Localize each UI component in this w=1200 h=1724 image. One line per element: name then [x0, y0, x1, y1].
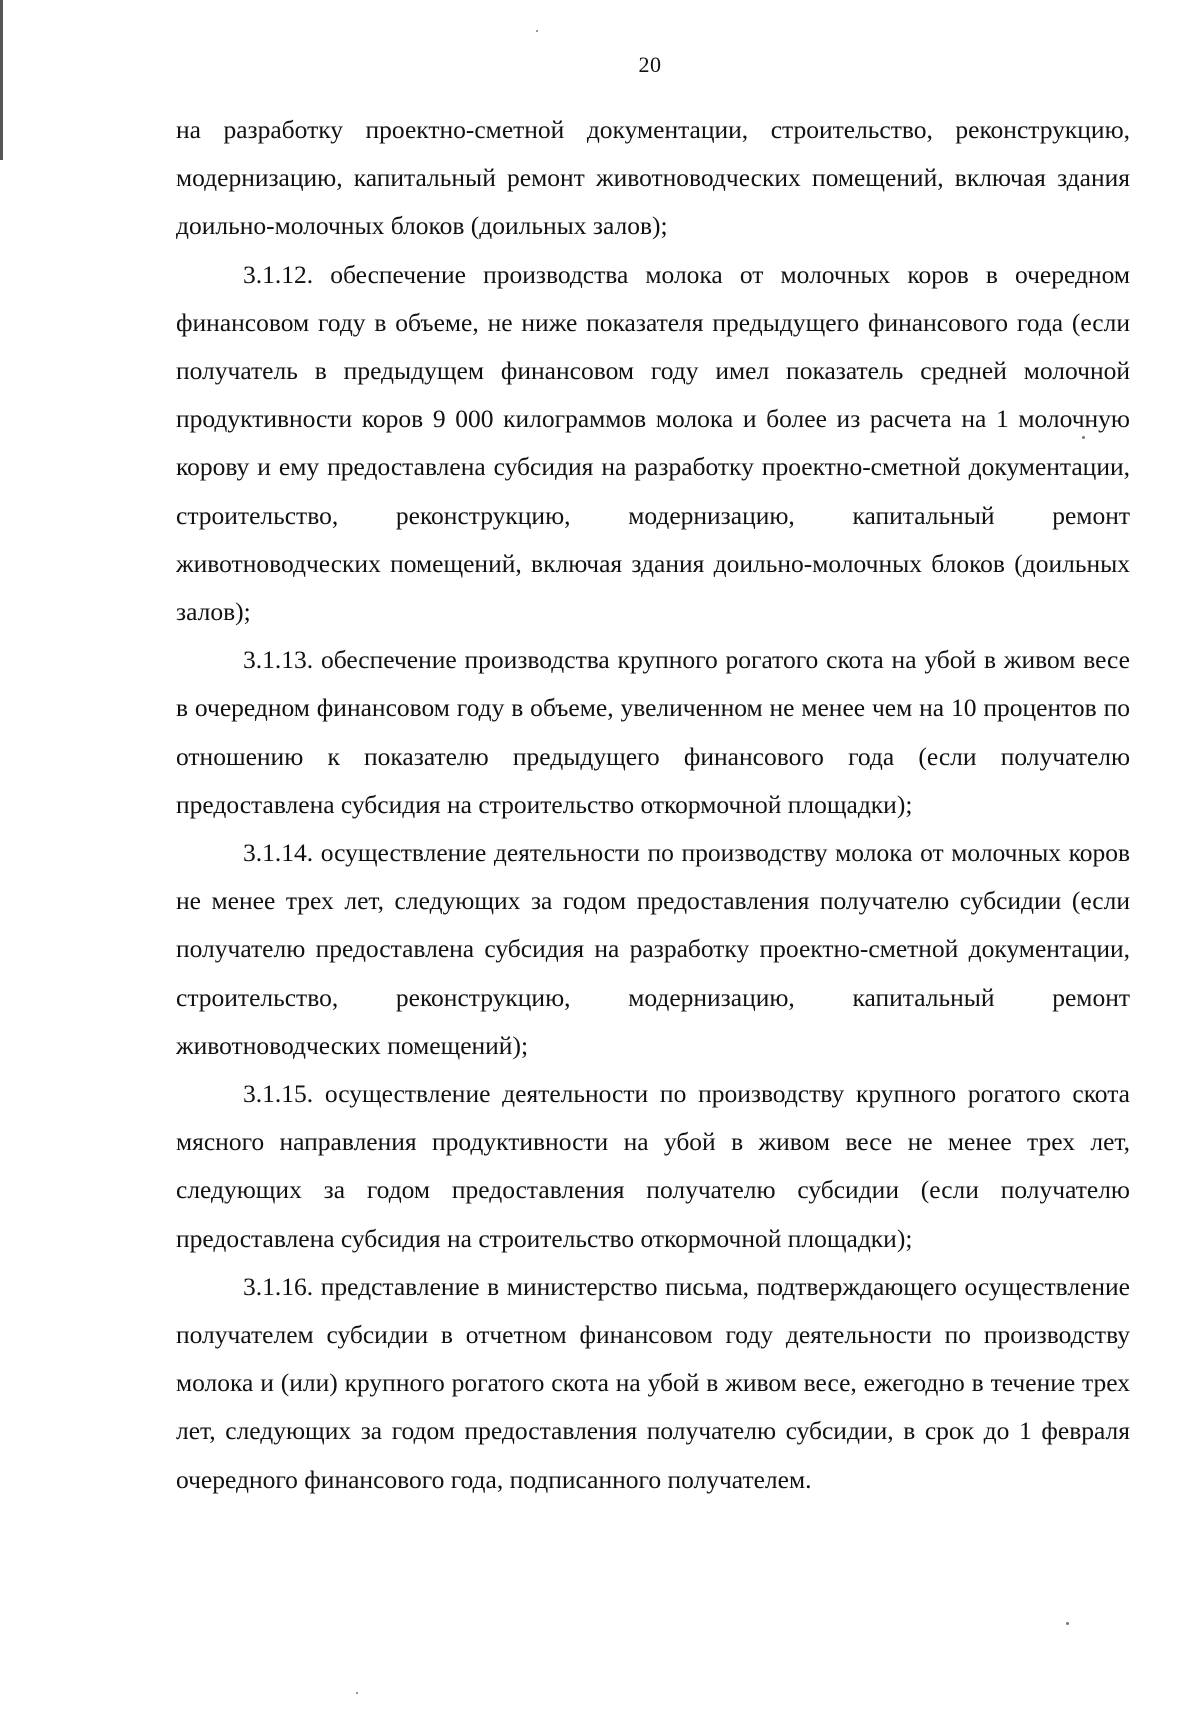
scan-speck	[536, 30, 538, 32]
scan-speck	[1066, 1622, 1069, 1625]
page-number: 20	[638, 52, 662, 77]
paragraph-continuation: на разработку проектно-сметной документации, строительство, реконструкцию, модернизацию, капитальный ремонт животноводческих помещений, включая здания доильно-молочных блоков (доильных залов);	[176, 115, 1130, 241]
scan-left-edge	[0, 0, 3, 160]
paragraph-3-1-16: 3.1.16. представление в министерство письма, подтверждающего осуществление получателем субсидии в отчетном финансовом году деятельности по производству молока и (или) крупного рогатого скота на убой в живом весе, ежегодно в течение трех лет, следующих за годом предоставления получателю субсидии, в срок до 1 февраля очередного финансового года, подписанного получателем.	[176, 1271, 1130, 1494]
paragraph-3-1-15: 3.1.15. осуществление деятельности по производству крупного рогатого скота мясного направления продуктивности на убой в живом весе не менее трех лет, следующих за годом предоставления получателю субсидии (если получателю предоставлена субсидия на строительство откормочной площадки);	[176, 1079, 1130, 1253]
paragraph-3-1-14: 3.1.14. осуществление деятельности по производству молока от молочных коров не менее трех лет, следующих за годом предоставления получателю субсидии (если получателю предоставлена субсидия на разработку проектно-сметной документации, строительство, реконструкцию, модернизацию, капитальный ремонт животноводческих помещений);	[176, 838, 1130, 1060]
scan-speck	[356, 1692, 358, 1694]
document-body	[176, 106, 1130, 1504]
paragraph-3-1-12: 3.1.12. обеспечение производства молока от молочных коров в очередном финансовом году в объеме, не ниже показателя предыдущего финансового года (если получатель в предыдущем финансовом году имел показатель средней молочной продуктивности коров 9 000 килограммов молока и более из расчета на 1 молочную корову и ему предоставлена субсидия на разработку проектно-сметной документации, строительство, реконструкцию, модернизацию, капитальный ремонт животноводческих помещений, включая здания доильно-молочных блоков (доильных залов);	[176, 259, 1130, 627]
paragraph-3-1-13: 3.1.13. обеспечение производства крупного рогатого скота на убой в живом весе в очередном финансовом году в объеме, увеличенном не менее чем на 10 процентов по отношению к показателю предыдущего финансового года (если получателю предоставлена субсидия на строительство откормочной площадки);	[176, 645, 1130, 819]
